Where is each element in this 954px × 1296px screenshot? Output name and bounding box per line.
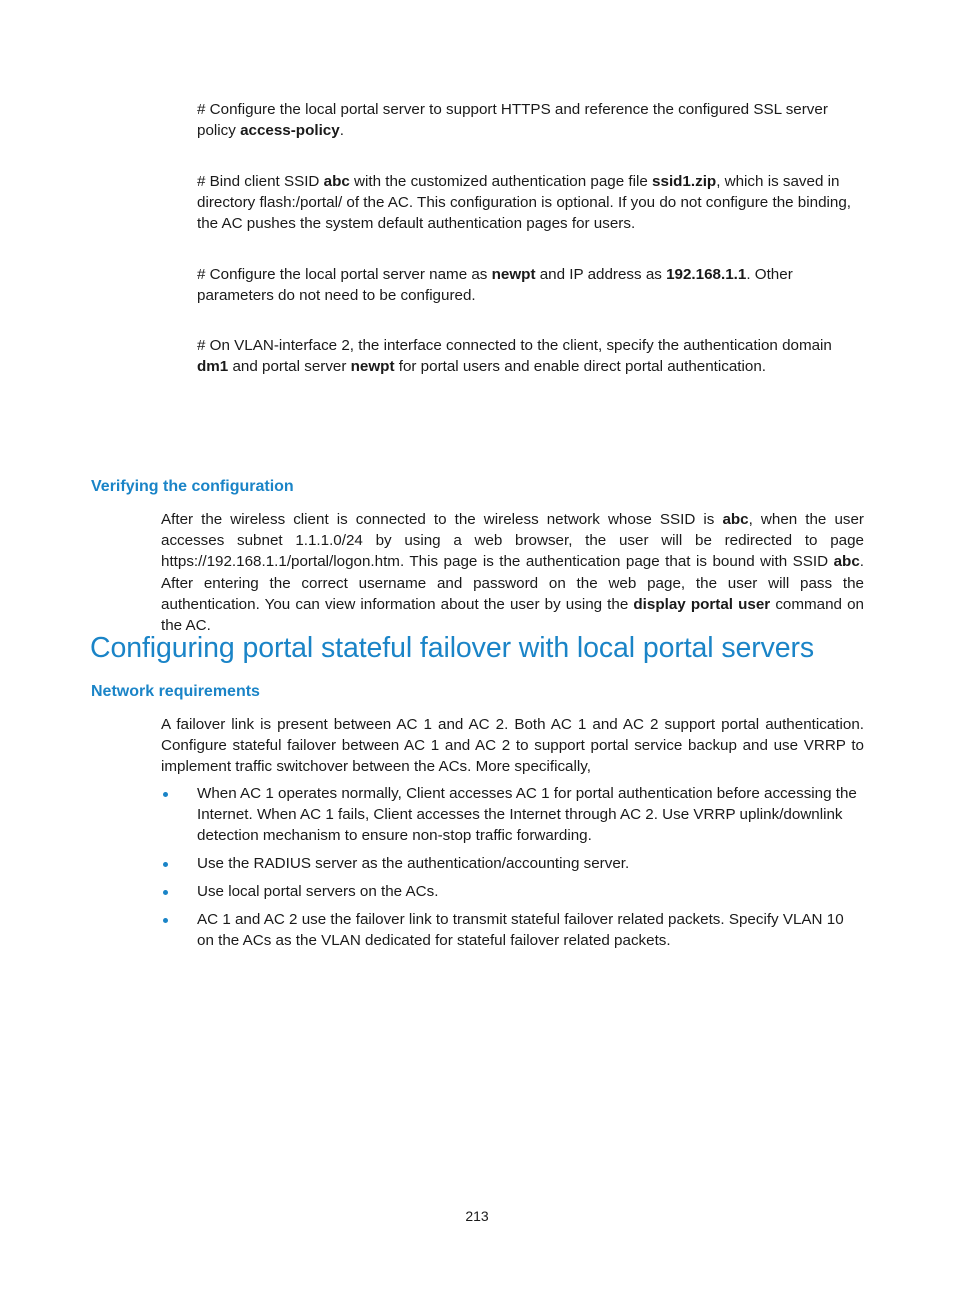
list-item [161,881,864,902]
page-number: 213 [465,1208,489,1224]
verify-paragraph [161,509,864,636]
step-text: , which is saved in directory flash:/portal/ of the AC. This configuration is optional. If you do not configure the binding, the AC pushes the system default authentication pages for users. [197,173,852,233]
step-text: . [339,122,344,140]
step-text: # Configure the local portal server to support HTTPS and reference the configured SSL server policy [197,101,828,140]
step-keyword: access-policy [240,122,340,140]
step-text: # Configure the local portal server name as [197,266,492,283]
step-text: . Other parameters do not need to be configured. [197,266,793,305]
list-item-text: AC 1 and AC 2 use the failover link to transmit stateful failover related packets. Specify VLAN 10 on the ACs as the VLAN dedicated for stateful failover related packets. [197,910,844,949]
step-text: and portal server [228,358,351,376]
step-vlan-interface [197,335,862,377]
verify-keyword: display portal user [633,595,771,613]
step-portal-server-name [197,264,862,306]
step-keyword: newpt [350,358,395,376]
step-text: with the customized authentication page file [349,173,653,190]
list-item-text: Use local portal servers on the ACs. [197,882,439,900]
bullet-dot-icon [163,792,168,797]
verify-text: command on the AC. [161,595,865,635]
list-item [161,909,864,951]
list-item [161,783,864,847]
step-keyword: 192.168.1.1 [666,266,747,283]
step-text: # On VLAN-interface 2, the interface connected to the client, specify the authentication domain [197,337,832,354]
requirements-list [161,783,864,957]
section-title: Configuring portal stateful failover with local portal servers [90,632,815,664]
list-item-text: Use the RADIUS server as the authentication/accounting server. [197,855,630,873]
list-item [161,853,864,874]
step-text: # Bind client SSID [197,173,324,190]
step-keyword: dm1 [197,358,229,376]
intro-paragraph: A failover link is present between AC 1 and AC 2. Both AC 1 and AC 2 support portal authentication. Configure stateful failover between AC 1 and AC 2 to support portal service backup and use VRRP to implement traffic switchover between the ACs. More specifically, [161,716,864,776]
step-keyword: newpt [491,266,536,283]
bullet-dot-icon [163,918,168,923]
verify-heading: Verifying the configuration [91,478,294,495]
verify-keyword: abc [833,553,860,571]
step-text: and IP address as [535,266,667,283]
step-keyword: ssid1.zip [652,173,717,190]
verify-text: After the wireless client is connected to the wireless network whose SSID is [161,511,723,528]
step-bind-ssid [197,171,862,235]
step-text: for portal users and enable direct portal authentication. [394,358,766,376]
step-ssl-policy [197,99,862,141]
bullet-dot-icon [163,890,168,895]
bullet-dot-icon [163,862,168,867]
list-item-text: When AC 1 operates normally, Client accesses AC 1 for portal authentication before accessing the Internet. When AC 1 fails, Client accesses the Internet through AC 2. Use VRRP uplink/downlink detection mechanism to ensure non-stop traffic forwarding. [197,785,857,845]
step-keyword: abc [323,173,350,190]
verify-keyword: abc [722,511,749,528]
network-requirements-heading: Network requirements [91,683,260,700]
verify-text: . After entering the correct username and password on the web page, the user will pass the authentication. You can view information about the user by using the [161,553,864,613]
verify-text: , when the user accesses subnet 1.1.1.0/24 by using a web browser, the user will be redirected to page https://192.168.1.1/portal/logon.htm. This page is the authentication page that is bound with SSID [161,511,864,571]
